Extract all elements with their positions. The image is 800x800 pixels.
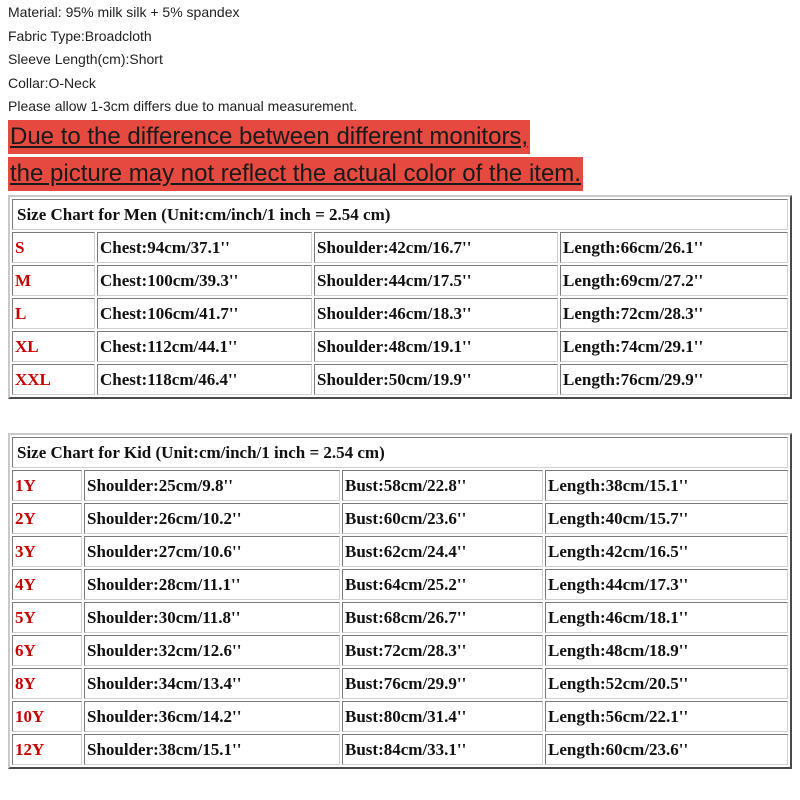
length-cell: Length:40cm/15.7'' — [545, 503, 788, 534]
size-label: 2Y — [12, 503, 82, 534]
length-cell: Length:66cm/26.1'' — [560, 232, 788, 263]
length-cell: Length:38cm/15.1'' — [545, 470, 788, 501]
shoulder-cell: Shoulder:25cm/9.8'' — [84, 470, 340, 501]
kid-chart-caption: Size Chart for Kid (Unit:cm/inch/1 inch = 2.54 cm) — [12, 437, 788, 468]
table-row — [12, 503, 788, 534]
chest-cell: Chest:112cm/44.1'' — [97, 331, 312, 362]
bust-cell: Bust:84cm/33.1'' — [342, 734, 543, 765]
bust-cell: Bust:76cm/29.9'' — [342, 668, 543, 699]
size-label: 5Y — [12, 602, 82, 633]
size-label: 4Y — [12, 569, 82, 600]
table-row — [12, 470, 788, 501]
size-label: 6Y — [12, 635, 82, 666]
shoulder-cell: Shoulder:27cm/10.6'' — [84, 536, 340, 567]
size-label: 10Y — [12, 701, 82, 732]
length-cell: Length:42cm/16.5'' — [545, 536, 788, 567]
bust-cell: Bust:62cm/24.4'' — [342, 536, 543, 567]
size-label: 12Y — [12, 734, 82, 765]
table-row — [12, 331, 788, 362]
size-label: 3Y — [12, 536, 82, 567]
size-label: XL — [12, 331, 95, 362]
length-cell: Length:48cm/18.9'' — [545, 635, 788, 666]
bust-cell: Bust:58cm/22.8'' — [342, 470, 543, 501]
table-row — [12, 635, 788, 666]
table-row — [12, 232, 788, 263]
size-label: XXL — [12, 364, 95, 395]
size-label: 1Y — [12, 470, 82, 501]
size-label: M — [12, 265, 95, 296]
size-label: 8Y — [12, 668, 82, 699]
collar-spec: Collar:O-Neck — [8, 75, 96, 91]
length-cell: Length:46cm/18.1'' — [545, 602, 788, 633]
table-row — [12, 265, 788, 296]
table-row — [12, 734, 788, 765]
shoulder-cell: Shoulder:34cm/13.4'' — [84, 668, 340, 699]
bust-cell: Bust:60cm/23.6'' — [342, 503, 543, 534]
size-label: S — [12, 232, 95, 263]
chest-cell: Chest:118cm/46.4'' — [97, 364, 312, 395]
shoulder-cell: Shoulder:50cm/19.9'' — [314, 364, 558, 395]
material-spec: Material: 95% milk silk + 5% spandex — [8, 4, 240, 20]
men-size-chart — [8, 195, 792, 399]
length-cell: Length:60cm/23.6'' — [545, 734, 788, 765]
length-cell: Length:52cm/20.5'' — [545, 668, 788, 699]
kid-caption-row — [12, 437, 788, 468]
shoulder-cell: Shoulder:28cm/11.1'' — [84, 569, 340, 600]
bust-cell: Bust:72cm/28.3'' — [342, 635, 543, 666]
shoulder-cell: Shoulder:44cm/17.5'' — [314, 265, 558, 296]
men-caption-row — [12, 199, 788, 230]
measurement-note: Please allow 1-3cm differs due to manual measurement. — [8, 98, 358, 114]
shoulder-cell: Shoulder:48cm/19.1'' — [314, 331, 558, 362]
length-cell: Length:69cm/27.2'' — [560, 265, 788, 296]
bust-cell: Bust:68cm/26.7'' — [342, 602, 543, 633]
length-cell: Length:44cm/17.3'' — [545, 569, 788, 600]
table-row — [12, 536, 788, 567]
shoulder-cell: Shoulder:38cm/15.1'' — [84, 734, 340, 765]
bust-cell: Bust:80cm/31.4'' — [342, 701, 543, 732]
shoulder-cell: Shoulder:46cm/18.3'' — [314, 298, 558, 329]
length-cell: Length:56cm/22.1'' — [545, 701, 788, 732]
shoulder-cell: Shoulder:26cm/10.2'' — [84, 503, 340, 534]
bust-cell: Bust:64cm/25.2'' — [342, 569, 543, 600]
men-chart-caption: Size Chart for Men (Unit:cm/inch/1 inch = 2.54 cm) — [12, 199, 788, 230]
chest-cell: Chest:106cm/41.7'' — [97, 298, 312, 329]
table-row — [12, 701, 788, 732]
fabric-type-spec: Fabric Type:Broadcloth — [8, 28, 152, 44]
chest-cell: Chest:94cm/37.1'' — [97, 232, 312, 263]
length-cell: Length:74cm/29.1'' — [560, 331, 788, 362]
length-cell: Length:72cm/28.3'' — [560, 298, 788, 329]
chest-cell: Chest:100cm/39.3'' — [97, 265, 312, 296]
table-row — [12, 602, 788, 633]
kid-size-chart — [8, 433, 792, 769]
size-label: L — [12, 298, 95, 329]
table-row — [12, 569, 788, 600]
shoulder-cell: Shoulder:42cm/16.7'' — [314, 232, 558, 263]
color-warning-line-2: the picture may not reflect the actual color of the item. — [8, 157, 583, 191]
table-row — [12, 298, 788, 329]
shoulder-cell: Shoulder:30cm/11.8'' — [84, 602, 340, 633]
color-warning-line-1: Due to the difference between different monitors, — [8, 120, 530, 154]
table-row — [12, 364, 788, 395]
shoulder-cell: Shoulder:36cm/14.2'' — [84, 701, 340, 732]
length-cell: Length:76cm/29.9'' — [560, 364, 788, 395]
table-row — [12, 668, 788, 699]
sleeve-length-spec: Sleeve Length(cm):Short — [8, 51, 163, 67]
shoulder-cell: Shoulder:32cm/12.6'' — [84, 635, 340, 666]
